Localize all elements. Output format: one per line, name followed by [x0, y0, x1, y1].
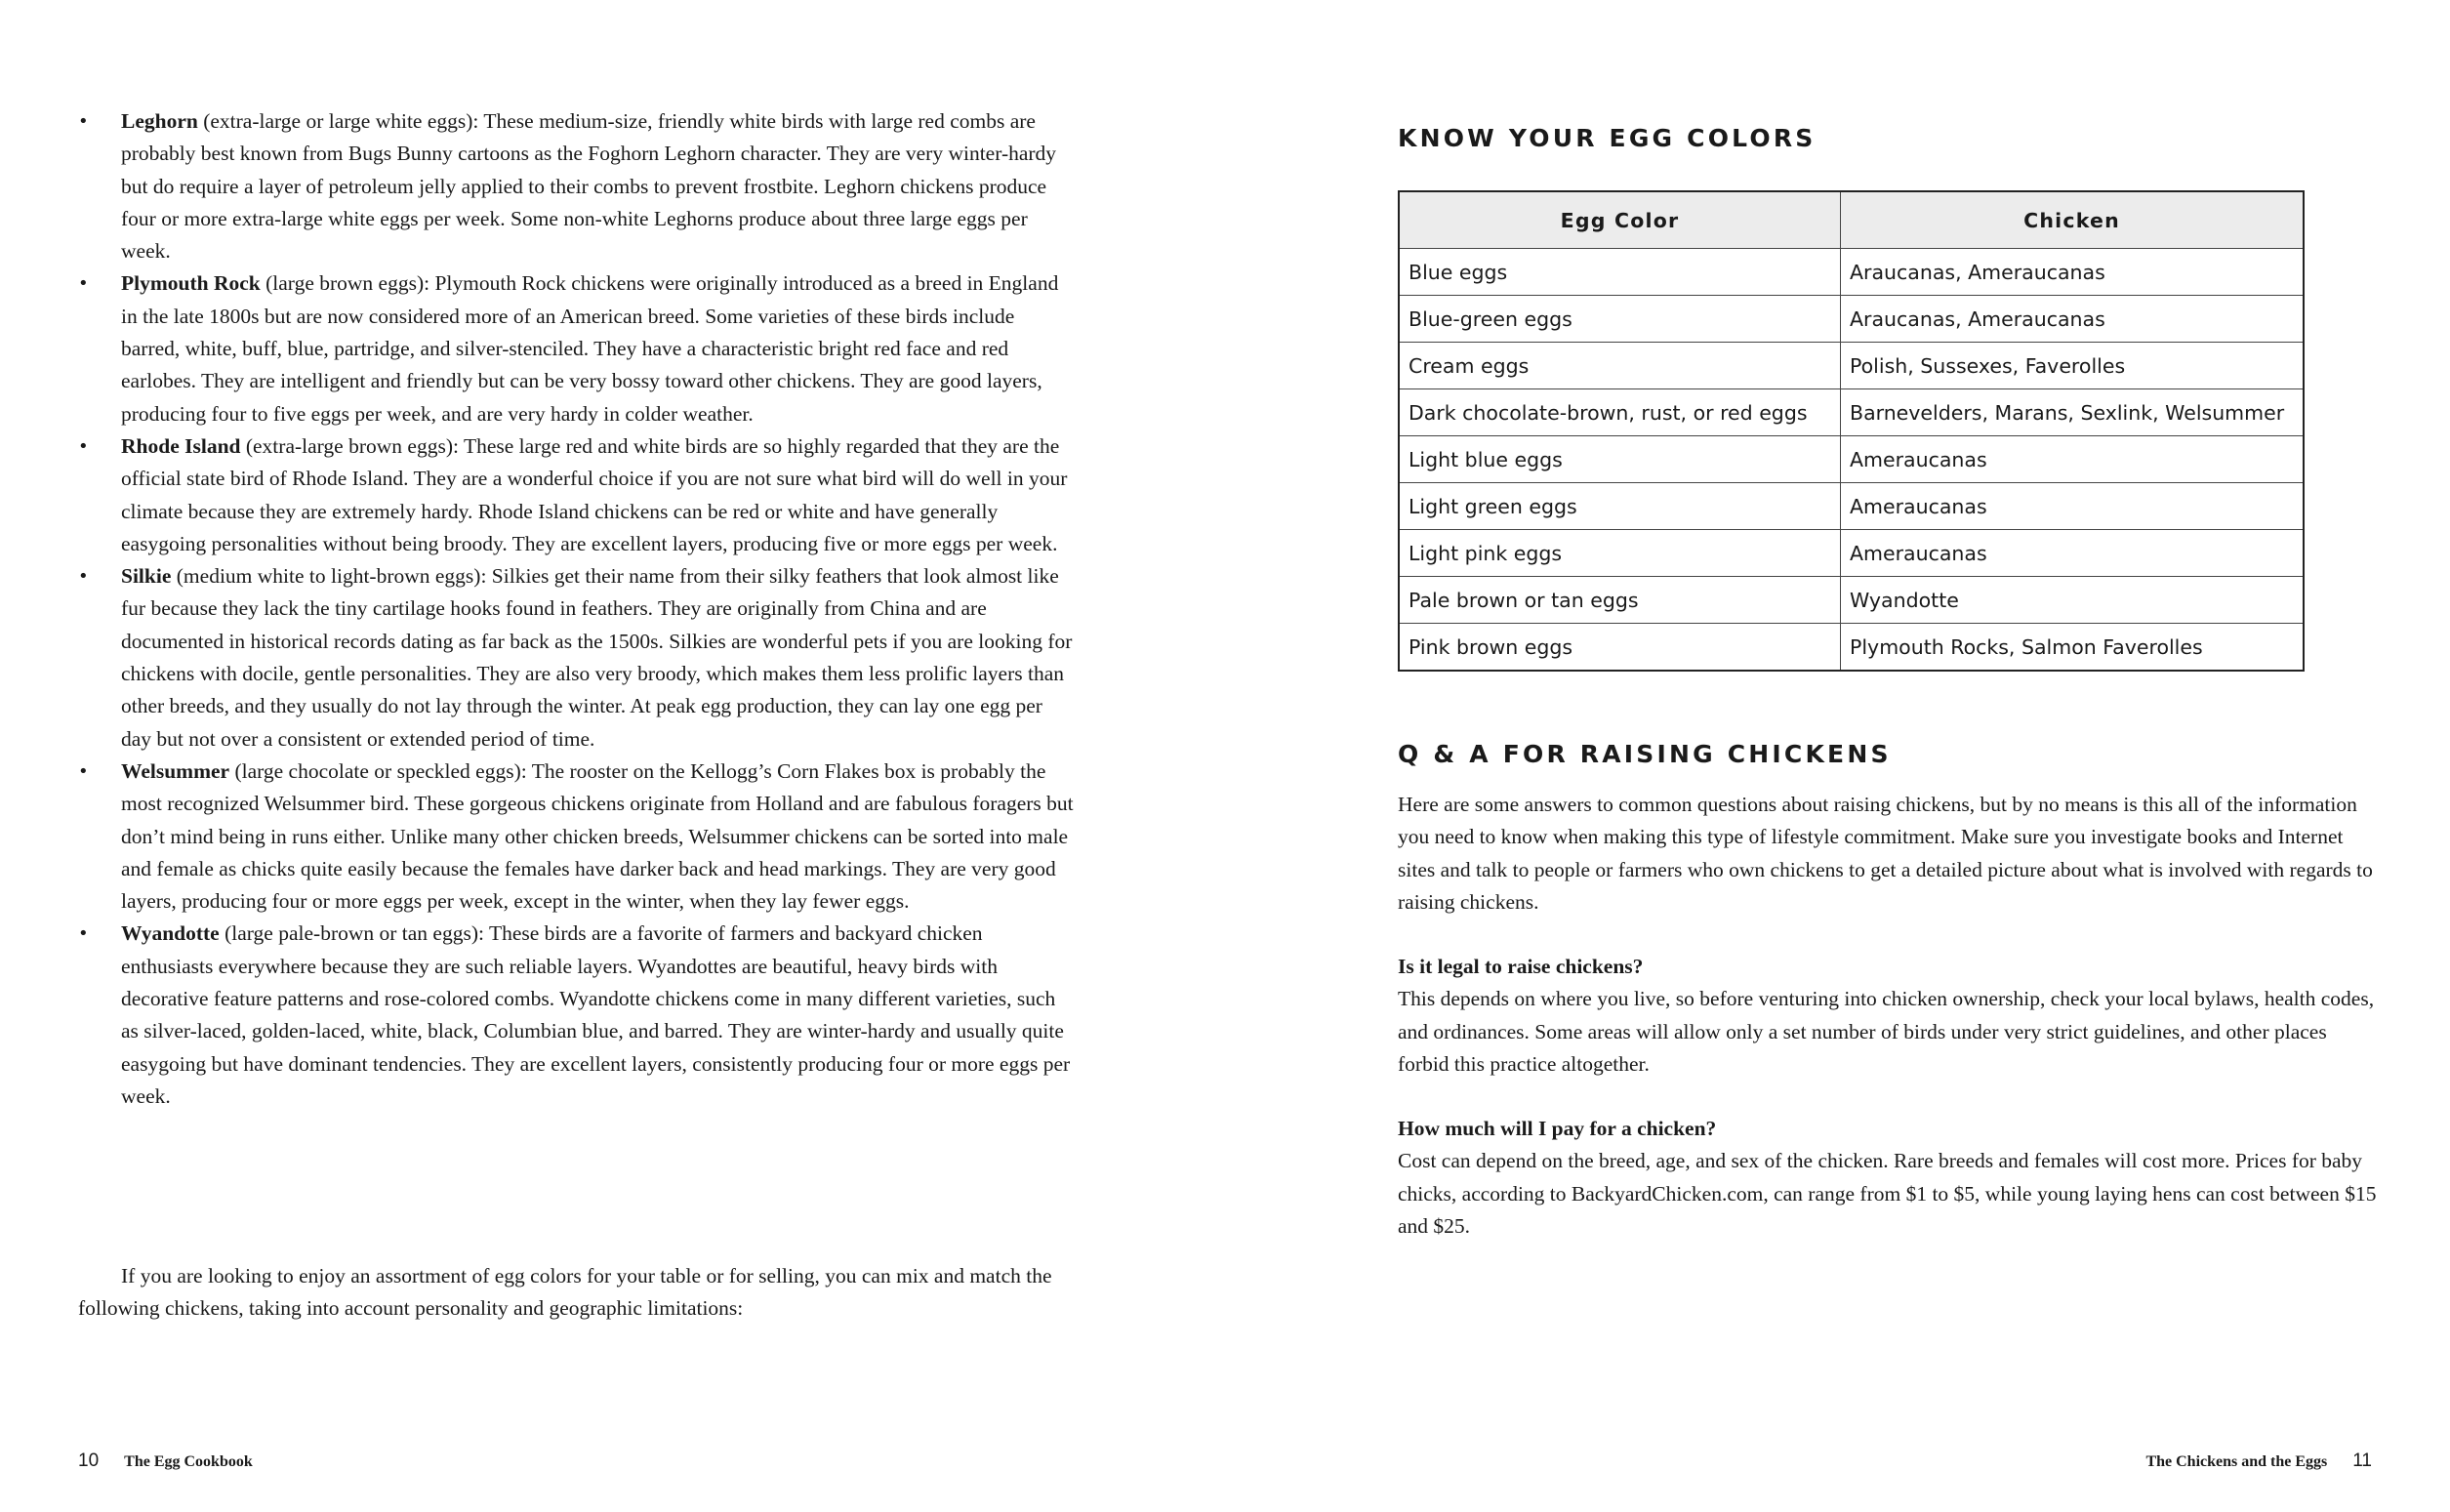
table-row — [1399, 296, 2304, 343]
egg-color-cell: Light green eggs — [1399, 483, 1841, 530]
egg-color-cell: Light pink eggs — [1399, 530, 1841, 577]
table-row — [1399, 530, 2304, 577]
chicken-cell: Ameraucanas — [1841, 436, 2305, 483]
chicken-cell: Ameraucanas — [1841, 530, 2305, 577]
qa-intro-paragraph: Here are some answers to common questions about raising chickens, but by no means is this all of the information you need to know when making this type of lifestyle commitment. Make sure you investigate books and Internet sites and talk to people or farmers who own chickens to get a detailed picture about what is involved with regards to raising chickens. — [1398, 793, 2373, 914]
table-row — [1399, 577, 2304, 624]
breed-item-plymouth-rock — [78, 267, 1074, 429]
egg-color-table — [1398, 190, 2305, 672]
qa-answer: Cost can depend on the breed, age, and sex of the chicken. Rare breeds and females will cost more. Prices for baby chicks, according to BackyardChicken.com, can range from $1 to $5, while young laying hens can cost between $15 and $25. — [1398, 1149, 2377, 1238]
chicken-cell: Polish, Sussexes, Faverolles — [1841, 343, 2305, 389]
breed-item-silkie — [78, 560, 1074, 756]
egg-color-cell: Cream eggs — [1399, 343, 1841, 389]
bullet-icon: • — [78, 760, 89, 782]
qa-question: Is it legal to raise chickens? — [1398, 955, 1644, 978]
left-footer — [78, 1451, 253, 1472]
qa-item-cost — [1398, 1113, 2379, 1243]
running-head: The Chickens and the Eggs — [2145, 1453, 2328, 1470]
egg-color-cell: Blue eggs — [1399, 249, 1841, 296]
breed-item-leghorn — [78, 105, 1074, 267]
table-header-row — [1399, 191, 2304, 249]
egg-color-cell: Blue-green eggs — [1399, 296, 1841, 343]
bullet-icon: • — [78, 273, 89, 295]
right-footer — [2145, 1451, 2372, 1472]
book-title: The Egg Cookbook — [124, 1453, 253, 1470]
breed-item-welsummer — [78, 756, 1074, 918]
breed-name: Silkie — [121, 564, 172, 589]
breed-name: Leghorn — [121, 109, 198, 133]
chicken-cell: Plymouth Rocks, Salmon Faverolles — [1841, 624, 2305, 672]
qa-item-legal — [1398, 951, 2379, 1081]
breed-name: Welsummer — [121, 758, 230, 783]
table-row — [1399, 343, 2304, 389]
breed-description: (extra-large or large white eggs): These medium-size, friendly white birds with large red combs are probably best known from Bugs Bunny cartoons as the Foghorn Leghorn character. They are very winter-hardy but do require a layer of petroleum jelly applied to their combs to prevent frostbite. Leghorn chickens produce four or more extra-large white eggs per week. Some non-white Leghorns produce about three large eggs per week. — [121, 109, 1057, 264]
table-row — [1399, 624, 2304, 672]
egg-color-cell: Pink brown eggs — [1399, 624, 1841, 672]
bullet-icon: • — [78, 923, 89, 945]
breed-name: Wyandotte — [121, 921, 220, 946]
egg-colors-heading: KNOW YOUR EGG COLORS — [1398, 124, 1817, 152]
right-page — [1225, 0, 2450, 1512]
breed-item-rhode-island — [78, 430, 1074, 560]
breed-description: (large brown eggs): Plymouth Rock chickens were originally introduced as a breed in England in the late 1800s but are now considered more of an American breed. Some varieties of these birds include barred, white, buff, blue, partridge, and silver-stenciled. They have a characteristic bright red face and red earlobes. They are intelligent and friendly but can be very bossy toward other chickens. They are good layers, producing four to five eggs per week, and are very hardy in colder weather. — [121, 271, 1059, 426]
bullet-icon: • — [78, 566, 89, 588]
chicken-cell: Araucanas, Ameraucanas — [1841, 249, 2305, 296]
bullet-icon: • — [78, 111, 89, 132]
breed-list — [78, 105, 1074, 1113]
breed-name: Rhode Island — [121, 433, 241, 458]
chicken-cell: Wyandotte — [1841, 577, 2305, 624]
chicken-cell: Araucanas, Ameraucanas — [1841, 296, 2305, 343]
breed-description: (large pale-brown or tan eggs): These birds are a favorite of farmers and backyard chicken enthusiasts everywhere because they are such reliable layers. Wyandottes are beautiful, heavy birds with decorative feature patterns and rose-colored combs. Wyandotte chickens come in many different varieties, such as silver-laced, golden-laced, white, black, Columbian blue, and barred. They are winter-hardy and usually quite easygoing but have dominant tendencies. They are excellent layers, consistently producing four or more eggs per week. — [121, 921, 1071, 1108]
chicken-cell: Ameraucanas — [1841, 483, 2305, 530]
chicken-cell: Barnevelders, Marans, Sexlink, Welsummer — [1841, 389, 2305, 436]
mix-paragraph: If you are looking to enjoy an assortment of egg colors for your table or for selling, you can mix and match the following chickens, taking into account personality and geographic limitations: — [78, 1264, 1052, 1321]
column-header-egg-color: Egg Color — [1399, 191, 1841, 249]
table-row — [1399, 249, 2304, 296]
column-header-chicken: Chicken — [1841, 191, 2305, 249]
table-row — [1399, 389, 2304, 436]
table-row — [1399, 483, 2304, 530]
breed-name: Plymouth Rock — [121, 271, 261, 296]
breed-description: (medium white to light-brown eggs): Silkies get their name from their silky feathers that look almost like fur because they lack the tiny cartilage hooks found in feathers. They are originally from China and are documented in historical records dating as far back as the 1500s. Silkies are wonderful pets if you are looking for chickens with docile, gentle personalities. They are also very broody, which makes them less prolific layers than other breeds, and they usually do not lay through the winter. At peak egg production, they can lay one egg per day but not over a consistent or extended period of time. — [121, 564, 1073, 751]
qa-question: How much will I pay for a chicken? — [1398, 1117, 1717, 1140]
page-number: 10 — [78, 1451, 100, 1471]
egg-color-cell: Pale brown or tan eggs — [1399, 577, 1841, 624]
egg-color-cell: Dark chocolate-brown, rust, or red eggs — [1399, 389, 1841, 436]
table-row — [1399, 436, 2304, 483]
page-number: 11 — [2352, 1451, 2372, 1471]
bullet-icon: • — [78, 435, 89, 457]
breed-description: (extra-large brown eggs): These large red and white birds are so highly regarded that they are the official state bird of Rhode Island. They are a wonderful choice if you are not sure what bird will do well in your climate because they are extremely hardy. Rhode Island chickens can be red or white and have generally easygoing personalities without being broody. They are excellent layers, producing five or more eggs per week. — [121, 433, 1068, 555]
egg-color-cell: Light blue eggs — [1399, 436, 1841, 483]
breed-item-wyandotte — [78, 918, 1074, 1113]
breed-description: (large chocolate or speckled eggs): The rooster on the Kellogg’s Corn Flakes box is probably the most recognized Welsummer bird. These gorgeous chickens originate from Holland and are fabulous foragers but don’t mind being in runs either. Unlike many other chicken breeds, Welsummer chickens can be sorted into male and female as chicks quite easily because the females have darker back and head markings. They are very good layers, producing four or more eggs per week, except in the winter, when they lay fewer eggs. — [121, 758, 1074, 914]
qa-answer: This depends on where you live, so before venturing into chicken ownership, check your local bylaws, health codes, and ordinances. Some areas will allow only a set number of birds under very strict guidelines, and other places forbid this practice altogether. — [1398, 987, 2375, 1076]
qa-heading: Q & A FOR RAISING CHICKENS — [1398, 740, 1892, 768]
